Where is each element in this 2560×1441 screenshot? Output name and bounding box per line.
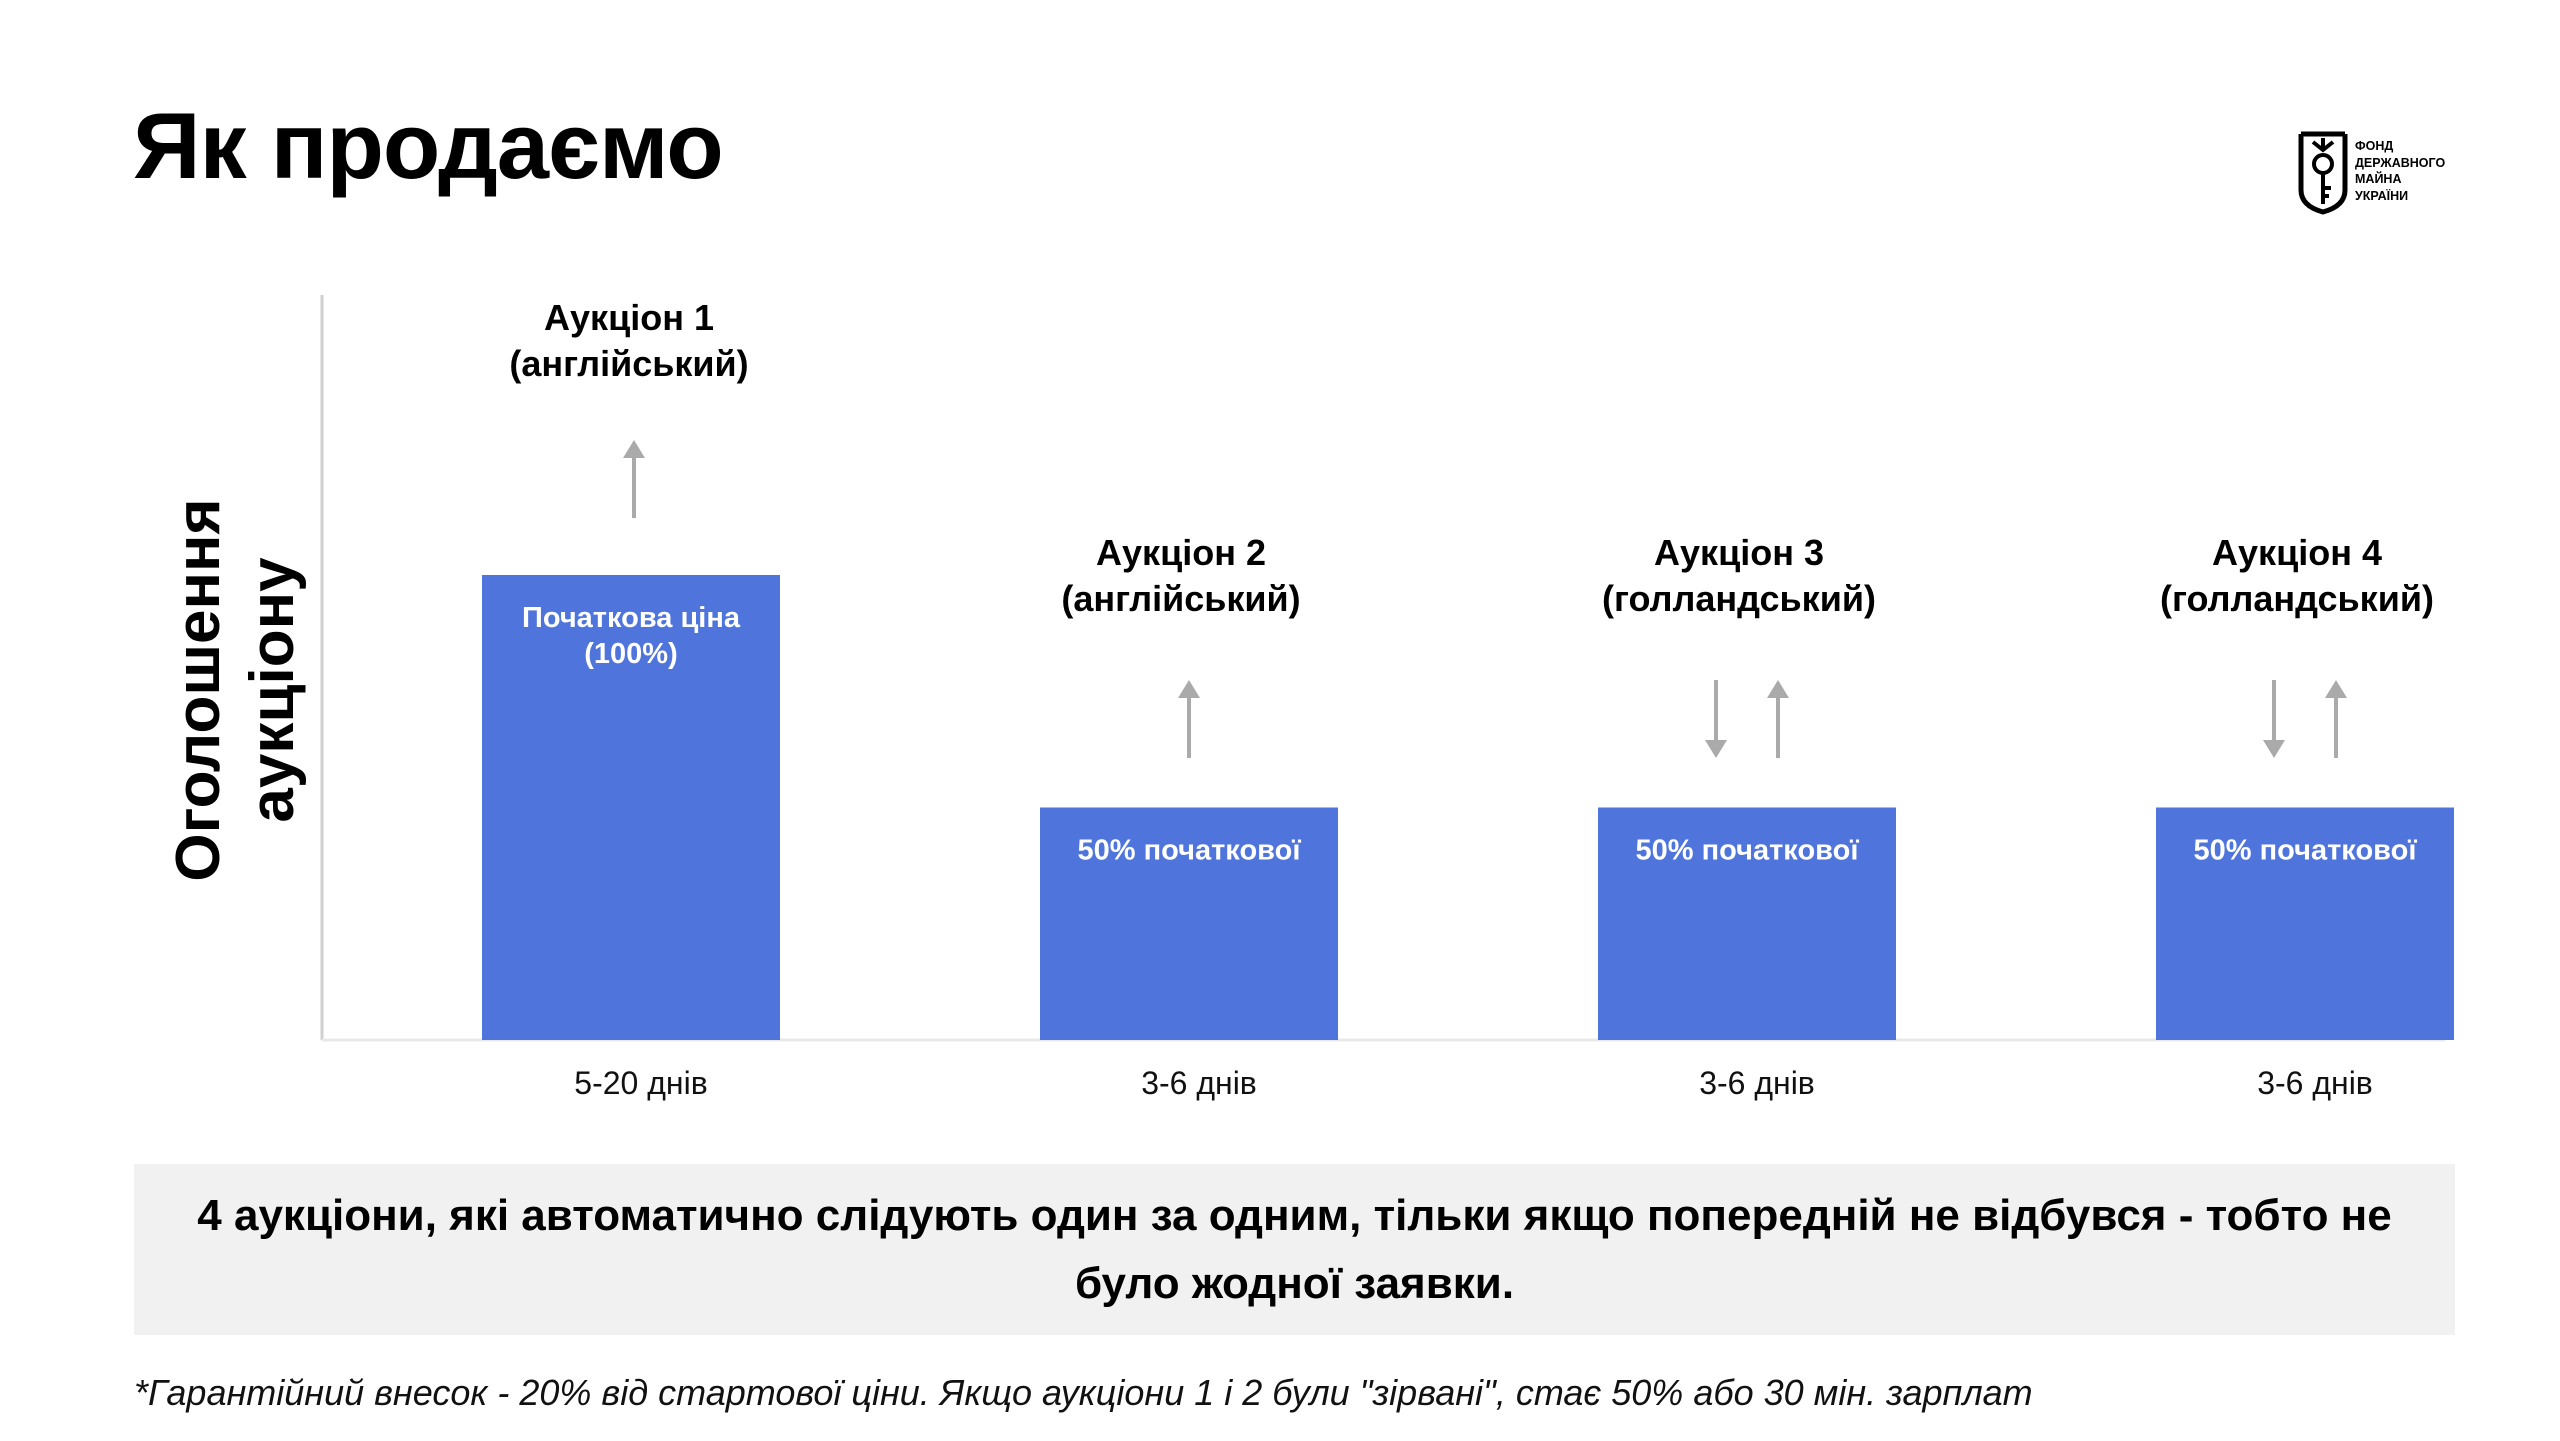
category-label-1: Аукціон 1 (англійський) bbox=[509, 297, 749, 384]
duration-label-4: 3-6 днів bbox=[2257, 1065, 2373, 1101]
category-label-2: Аукціон 2 (англійський) bbox=[1061, 532, 1301, 619]
duration-label-2: 3-6 днів bbox=[1141, 1065, 1257, 1101]
arrow-up-icon bbox=[1178, 680, 1200, 758]
duration-label-3: 3-6 днів bbox=[1699, 1065, 1815, 1101]
summary-text: 4 аукціони, які автоматично слідують один за одним, тільки якщо попередній не відбувся - тобто не було жодної заявки. bbox=[197, 1190, 2392, 1308]
bar-label-3: 50% початкової bbox=[1635, 834, 1859, 867]
category-label-3: Аукціон 3 (голландський) bbox=[1602, 532, 1876, 619]
arrow-down-icon bbox=[1705, 680, 1727, 758]
arrow-up-icon bbox=[2325, 680, 2347, 758]
summary-box bbox=[134, 1164, 2455, 1335]
category-label-4: Аукціон 4 (голландський) bbox=[2160, 532, 2434, 619]
bar-label-2: 50% початкової bbox=[1077, 834, 1301, 867]
y-axis-label: Оголошення аукціону bbox=[164, 498, 307, 882]
arrow-down-icon bbox=[2263, 680, 2285, 758]
bar-label-1: Початкова ціна (100%) bbox=[521, 602, 741, 670]
bar-label-4: 50% початкової bbox=[2193, 834, 2417, 867]
duration-label-1: 5-20 днів bbox=[574, 1065, 708, 1101]
page-title: Як продаємо bbox=[133, 93, 723, 198]
arrow-up-icon bbox=[623, 440, 645, 518]
arrow-up-icon bbox=[1767, 680, 1789, 758]
footnote: *Гарантійний внесок - 20% від стартової ціни. Якщо аукціони 1 і 2 були "зірвані", стає 50% або 30 мін. зарплат bbox=[134, 1372, 2033, 1413]
logo-text: ФОНД ДЕРЖАВНОГО МАЙНА УКРАЇНИ bbox=[2355, 139, 2446, 203]
